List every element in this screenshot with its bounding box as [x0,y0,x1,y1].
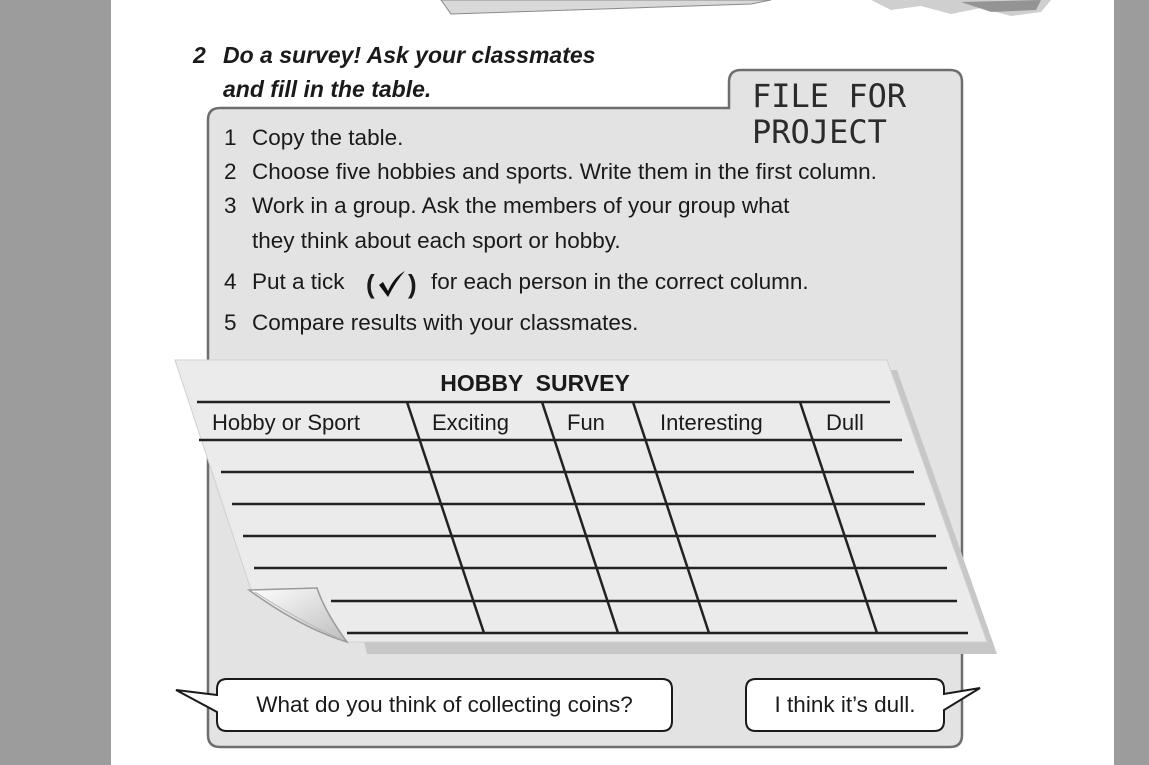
tick-paren-open: ( [366,269,375,299]
step-text-after: for each person in the correct column. [431,269,809,294]
task-heading-line-1: Do a survey! Ask your classmates [223,42,596,68]
answer-text: I think it’s dull. [774,692,916,717]
step-text: Choose five hobbies and sports. Write them in the first column. [252,159,877,184]
step-number: 1 [224,125,237,150]
step-text: Work in a group. Ask the members of your group what [252,193,790,218]
textbook-page [111,0,1114,765]
column-header-dull: Dull [826,410,864,435]
step-text: Compare results with your classmates. [252,310,639,335]
task-heading-line-2: and fill in the table. [223,76,432,102]
survey-title: HOBBY SURVEY [440,370,630,396]
column-header-interesting: Interesting [660,410,763,435]
step-number: 3 [224,193,237,218]
column-header-exciting: Exciting [432,410,510,435]
speech-bubbles [111,0,1114,765]
tick-paren-close: ) [408,269,417,299]
task-number: 2 [193,42,206,68]
step-number: 4 [224,269,237,294]
step-text: Copy the table. [252,125,404,150]
step-text-continued: they think about each sport or hobby. [252,228,621,253]
question-text: What do you think of collecting coins? [256,692,633,717]
step-number: 5 [224,310,237,335]
step-number: 2 [224,159,237,184]
column-header-fun: Fun [567,410,605,435]
column-header-hobby-or-sport: Hobby or Sport [212,410,360,435]
file-tab-line-1: FILE FOR [752,77,907,115]
file-tab-line-2: PROJECT [752,113,887,151]
step-text: Put a tick [252,269,345,294]
